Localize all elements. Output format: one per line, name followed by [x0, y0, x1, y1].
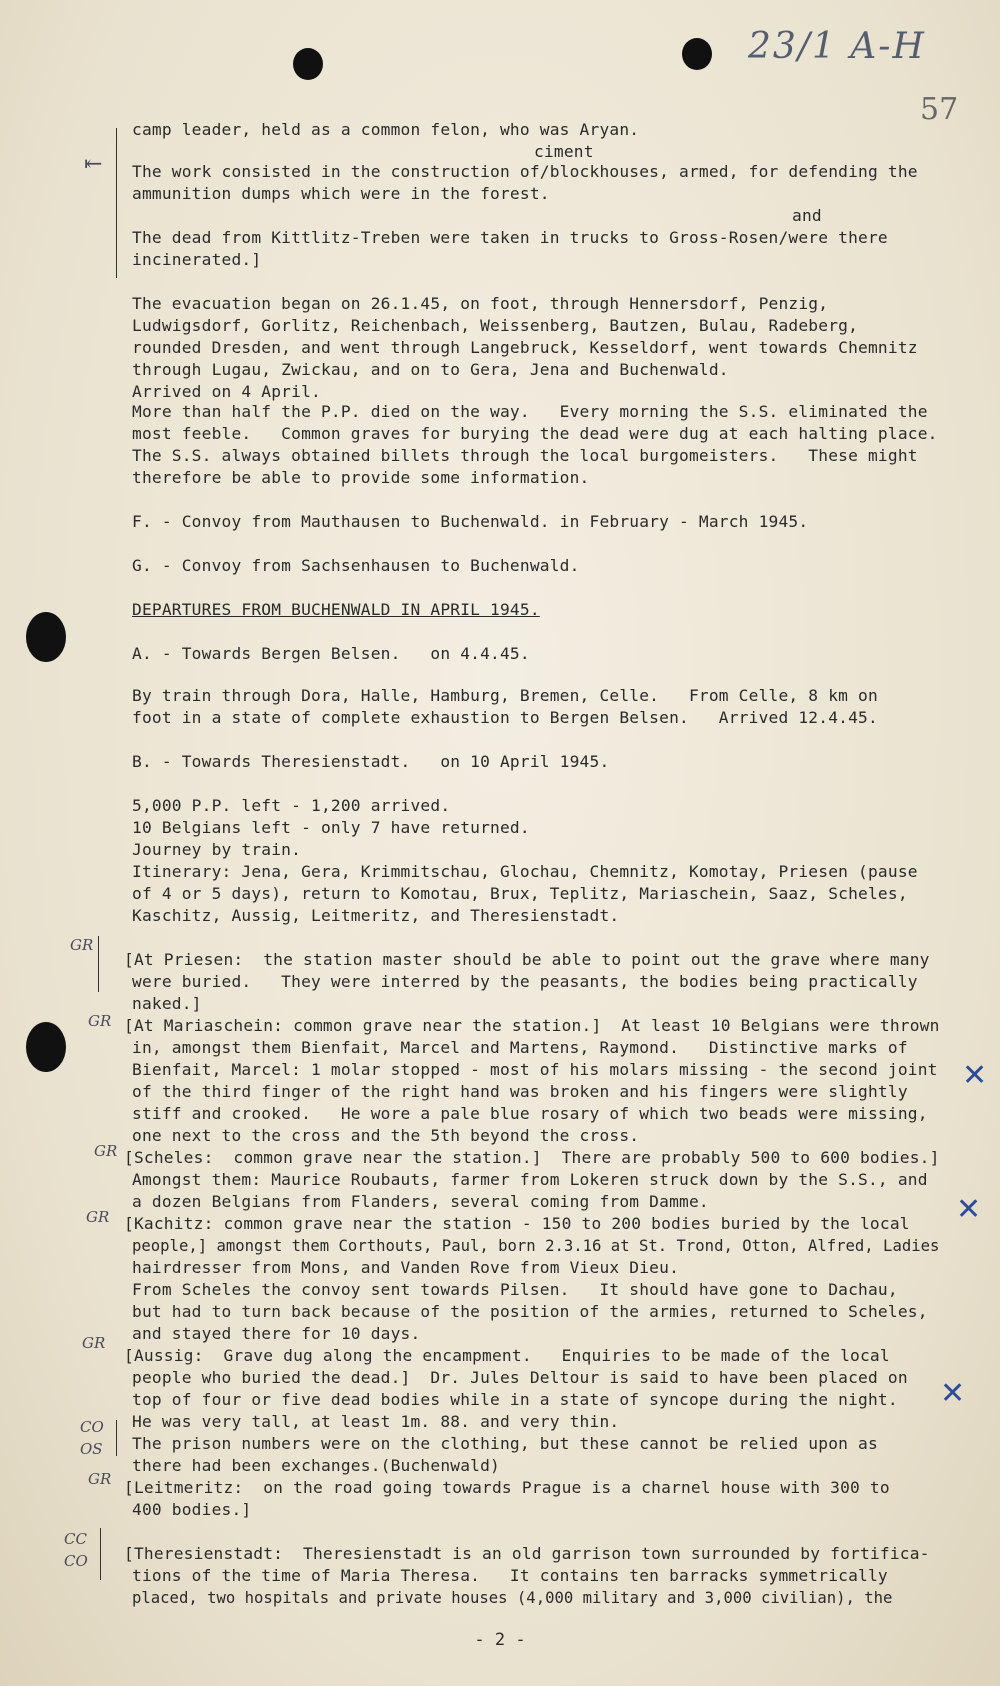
- punch-hole-top: [293, 48, 323, 80]
- punch-hole-left-mid: [26, 612, 66, 662]
- text-line: 5,000 P.P. left - 1,200 arrived.: [132, 796, 451, 815]
- text-line: hairdresser from Mons, and Vanden Rove from Vieux Dieu.: [132, 1258, 680, 1277]
- text-line: people who buried the dead.] Dr. Jules Deltour is said to have been placed on: [132, 1368, 908, 1387]
- text-line: placed, two hospitals and private houses (4,000 military and 3,000 civilian), the: [132, 1589, 893, 1607]
- text-line-heading-b: B. - Towards Theresienstadt. on 10 April 1945.: [132, 752, 610, 771]
- text-line: Kaschitz, Aussig, Leitmeritz, and Theresienstadt.: [132, 906, 620, 925]
- text-line: through Lugau, Zwickau, and on to Gera, Jena and Buchenwald.: [132, 360, 729, 379]
- text-line: [Aussig: Grave dug along the encampment. Enquiries to be made of the local: [124, 1346, 890, 1365]
- text-line: More than half the P.P. died on the way. Every morning the S.S. eliminated the: [132, 402, 928, 421]
- archive-annotation: 23/1 A-H: [748, 26, 926, 67]
- page-footer: - 2 -: [474, 1630, 526, 1650]
- text-line: foot in a state of complete exhaustion to Bergen Belsen. Arrived 12.4.45.: [132, 708, 878, 727]
- text-line: [Kachitz: common grave near the station - 150 to 200 bodies buried by the local: [124, 1214, 910, 1233]
- margin-bracket-theresienstadt: [100, 1528, 101, 1580]
- margin-note-gr-1: GR: [70, 936, 94, 954]
- text-line: were buried. They were interred by the peasants, the bodies being practically: [132, 972, 918, 991]
- text-line: therefore be able to provide some information.: [132, 468, 590, 487]
- text-line: a dozen Belgians from Flanders, several coming from Damme.: [132, 1192, 709, 1211]
- cross-mark-1: ✕: [962, 1058, 988, 1093]
- text-line: Ludwigsdorf, Gorlitz, Reichenbach, Weissenberg, Bautzen, Bulau, Radeberg,: [132, 316, 859, 335]
- text-line: Itinerary: Jena, Gera, Krimmitschau, Glochau, Chemnitz, Komotay, Priesen (pause: [132, 862, 918, 881]
- text-line: Arrived on 4 April.: [132, 382, 321, 401]
- text-line: [At Mariaschein: common grave near the station.] At least 10 Belgians were thrown: [124, 1016, 940, 1035]
- text-line: The prison numbers were on the clothing, but these cannot be relied upon as: [132, 1434, 878, 1453]
- section-heading: DEPARTURES FROM BUCHENWALD IN APRIL 1945.: [132, 600, 540, 619]
- text-line: tions of the time of Maria Theresa. It contains ten barracks symmetrically: [132, 1566, 888, 1585]
- margin-bracket-prison: [116, 1420, 117, 1456]
- text-line-heading-g: G. - Convoy from Sachsenhausen to Buchenwald.: [132, 556, 580, 575]
- text-line-heading-f: F. - Convoy from Mauthausen to Buchenwald. in February - March 1945.: [132, 512, 809, 531]
- margin-note-co-2: CO: [64, 1552, 88, 1570]
- page-number: 57: [920, 92, 959, 127]
- margin-note-os: OS: [80, 1440, 103, 1458]
- margin-note-gr-2: GR: [88, 1012, 112, 1030]
- text-line: ammunition dumps which were in the forest.: [132, 184, 550, 203]
- text-line: Amongst them: Maurice Roubauts, farmer from Lokeren struck down by the S.S., and: [132, 1170, 928, 1189]
- margin-note-gr-5: GR: [82, 1334, 106, 1352]
- text-line: in, amongst them Bienfait, Marcel and Martens, Raymond. Distinctive marks of: [132, 1038, 908, 1057]
- text-line: and stayed there for 10 days.: [132, 1324, 421, 1343]
- text-line: From Scheles the convoy sent towards Pilsen. It should have gone to Dachau,: [132, 1280, 898, 1299]
- text-line: Journey by train.: [132, 840, 302, 859]
- text-line: 400 bodies.]: [132, 1500, 252, 1519]
- margin-arrow-mark: ⇤: [84, 152, 103, 177]
- text-line-heading-a: A. - Towards Bergen Belsen. on 4.4.45.: [132, 644, 530, 663]
- cross-mark-3: ✕: [940, 1376, 966, 1411]
- margin-note-gr-3: GR: [94, 1142, 118, 1160]
- text-line: of 4 or 5 days), return to Komotau, Brux, Teplitz, Mariaschein, Saaz, Scheles,: [132, 884, 908, 903]
- text-line: [At Priesen: the station master should be able to point out the grave where many: [124, 950, 930, 969]
- text-line: Bienfait, Marcel: 1 molar stopped - most of his molars missing - the second joint: [132, 1060, 938, 1079]
- text-line: He was very tall, at least 1m. 88. and very thin.: [132, 1412, 620, 1431]
- text-line: of the third finger of the right hand was broken and his fingers were slightly: [132, 1082, 908, 1101]
- text-line: camp leader, held as a common felon, who was Aryan.: [132, 120, 640, 139]
- text-line: rounded Dresden, and went through Langebruck, Kesseldorf, went towards Chemnitz: [132, 338, 918, 357]
- text-line: 10 Belgians left - only 7 have returned.: [132, 818, 530, 837]
- text-line: [Theresienstadt: Theresienstadt is an old garrison town surrounded by fortifica-: [124, 1544, 930, 1563]
- text-line: most feeble. Common graves for burying the dead were dug at each halting place.: [132, 424, 938, 443]
- text-line: but had to turn back because of the position of the armies, returned to Scheles,: [132, 1302, 928, 1321]
- margin-note-cc: CC: [64, 1530, 87, 1548]
- cross-mark-2: ✕: [956, 1192, 982, 1227]
- margin-note-gr-4: GR: [86, 1208, 110, 1226]
- text-line: people,] amongst them Corthouts, Paul, born 2.3.16 at St. Trond, Otton, Alfred, Ladies: [132, 1237, 940, 1255]
- text-line-insert: ciment: [534, 142, 594, 161]
- text-line: The work consisted in the construction of/blockhouses, armed, for defending the: [132, 162, 918, 181]
- punch-hole-left-lower: [26, 1022, 66, 1072]
- margin-bracket-top: [116, 128, 117, 278]
- punch-hole-top-right: [682, 38, 712, 70]
- text-line: The S.S. always obtained billets through the local burgomeisters. These might: [132, 446, 918, 465]
- text-line: one next to the cross and the 5th beyond the cross.: [132, 1126, 640, 1145]
- text-line: there had been exchanges.(Buchenwald): [132, 1456, 500, 1475]
- text-line: By train through Dora, Halle, Hamburg, Bremen, Celle. From Celle, 8 km on: [132, 686, 878, 705]
- text-line: The dead from Kittlitz-Treben were taken in trucks to Gross-Rosen/were there: [132, 228, 888, 247]
- margin-note-co-1: CO: [80, 1418, 104, 1436]
- margin-note-gr-6: GR: [88, 1470, 112, 1488]
- text-line: incinerated.]: [132, 250, 262, 269]
- text-line: top of four or five dead bodies while in a state of syncope during the night.: [132, 1390, 898, 1409]
- text-line: stiff and crooked. He wore a pale blue rosary of which two beads were missing,: [132, 1104, 928, 1123]
- margin-bracket-priesen: [98, 936, 99, 992]
- text-line: The evacuation began on 26.1.45, on foot, through Hennersdorf, Penzig,: [132, 294, 829, 313]
- text-line: [Leitmeritz: on the road going towards Prague is a charnel house with 300 to: [124, 1478, 890, 1497]
- text-line-insert: and: [792, 206, 822, 225]
- text-line: naked.]: [132, 994, 202, 1013]
- text-line: [Scheles: common grave near the station.] There are probably 500 to 600 bodies.]: [124, 1148, 940, 1167]
